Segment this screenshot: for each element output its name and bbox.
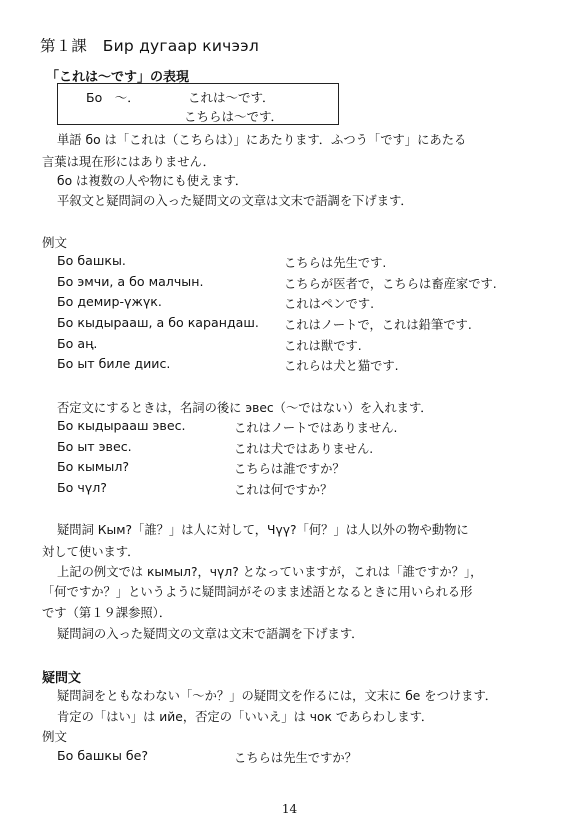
pattern-japanese-1: これは～です． bbox=[188, 90, 275, 105]
negation-japanese: これはノートではありません. bbox=[234, 421, 398, 435]
question-paragraph-line: 疑問詞をともなわない「～か？」の疑問文を作るには，文末に бе をつけます． bbox=[57, 689, 498, 703]
negation-intro: 否定文にするときは，名詞の後に эвес（～ではない）を入れます． bbox=[57, 401, 433, 415]
interrogative-line: 疑問詞 Кым?「誰？」は人に対して，Чүү?「何？」は人以外の物や動物に bbox=[57, 523, 469, 537]
negation-tuvan: Бо ыт эвес. bbox=[57, 439, 132, 454]
pattern-box bbox=[57, 83, 339, 125]
example-tuvan: Бо эмчи, а бо малчын. bbox=[57, 274, 204, 289]
example-japanese: これはペンです. bbox=[284, 297, 374, 311]
paragraph-line: 言葉は現在形にはありません． bbox=[42, 155, 215, 169]
example-japanese: これらは犬と猫です. bbox=[284, 359, 399, 373]
examples-label: 例文 bbox=[42, 729, 68, 744]
question-paragraph-line: 肯定の「はい」は ийе，否定の「いいえ」は чок であらわします． bbox=[57, 710, 434, 724]
negation-japanese: これは何ですか？ bbox=[234, 483, 333, 497]
section-heading-kore-wa-desu: 「これは～です」の表現 bbox=[46, 70, 190, 85]
question-example-japanese: こちらは先生ですか？ bbox=[234, 751, 357, 765]
interrogative-line: 「何ですか？」というように疑問詞がそのまま述語となるときに用いられる形 bbox=[42, 585, 473, 599]
negation-tuvan: Бо кыдырааш эвес. bbox=[57, 418, 186, 433]
example-tuvan: Бо аң. bbox=[57, 336, 98, 351]
paragraph-line: бо は複数の人や物にも使えます． bbox=[57, 174, 248, 188]
example-tuvan: Бо кыдырааш, а бо карандаш. bbox=[57, 315, 259, 330]
question-example-tuvan: Бо башкы бе? bbox=[57, 748, 149, 763]
negation-tuvan: Бо кымыл? bbox=[57, 459, 130, 474]
example-tuvan: Бо башкы. bbox=[57, 253, 126, 268]
page-number: 14 bbox=[281, 802, 298, 816]
paragraph-line: 単語 бо は「これは（こちらは）」にあたります．ふつう「です」にあたる bbox=[57, 133, 467, 147]
interrogative-line: 対して使います． bbox=[42, 545, 140, 559]
negation-tuvan: Бо чүл? bbox=[57, 480, 107, 495]
pattern-japanese-2: こちらは～です． bbox=[184, 109, 284, 124]
pattern-tuvan: Бо ～． bbox=[86, 90, 140, 105]
examples-label: 例文 bbox=[42, 235, 68, 250]
paragraph-line: 平叙文と疑問詞の入った疑問文の文章は文末で語調を下げます． bbox=[57, 194, 413, 208]
interrogative-line: 上記の例文では кымыл?，чүл? となっていますが，これは「誰ですか？」， bbox=[57, 565, 483, 579]
example-tuvan: Бо демир-үжүк. bbox=[57, 294, 162, 309]
example-tuvan: Бо ыт биле диис. bbox=[57, 356, 171, 371]
example-japanese: これは獣です. bbox=[284, 339, 362, 353]
example-japanese: こちらが医者で，こちらは畜産家です. bbox=[284, 277, 497, 291]
interrogative-line: 疑問詞の入った疑問文の文章は文末で語調を下げます． bbox=[57, 627, 364, 641]
example-japanese: これはノートで，これは鉛筆です. bbox=[284, 318, 472, 332]
interrogative-line: です（第１９課参照）． bbox=[42, 606, 172, 620]
section-heading-questions: 疑問文 bbox=[42, 671, 82, 686]
negation-japanese: こちらは誰ですか？ bbox=[234, 462, 345, 476]
negation-japanese: これは犬ではありません. bbox=[234, 442, 374, 456]
example-japanese: こちらは先生です. bbox=[284, 256, 387, 270]
lesson-title: 第１課 Бир дугаар кичээл bbox=[40, 37, 259, 55]
